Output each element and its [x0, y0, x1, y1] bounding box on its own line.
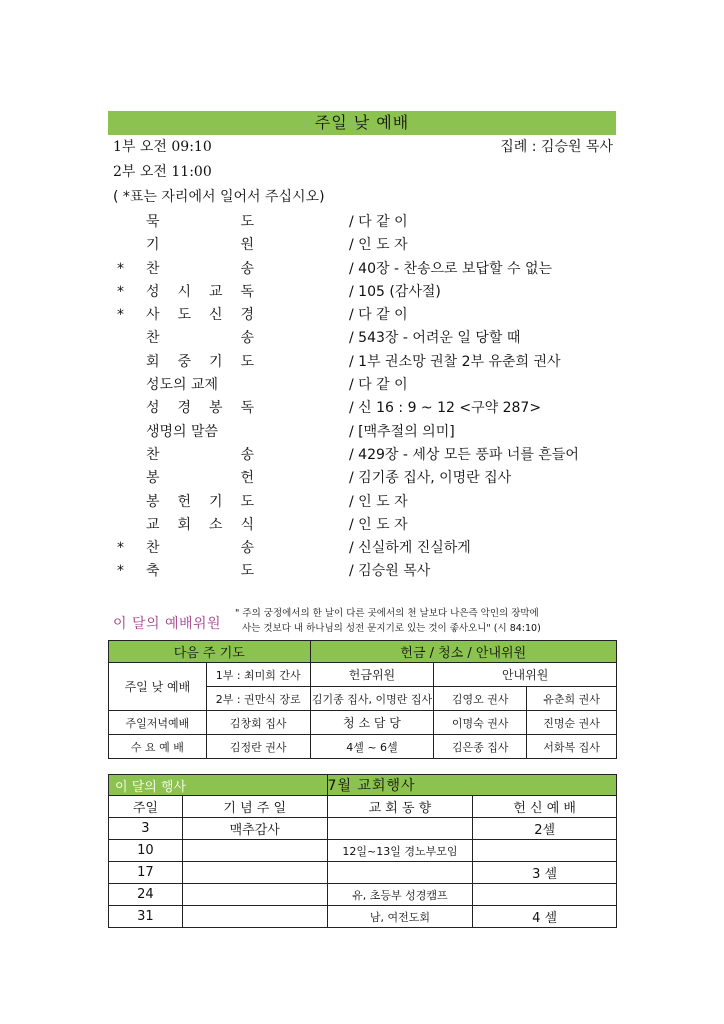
order-detail: / 543장 - 어려운 일 당할 때 [349, 330, 521, 347]
wednesday-service: 수 요 예 배 [109, 735, 207, 759]
order-item: 묵 도 [146, 214, 254, 230]
event-memorial [182, 840, 327, 862]
order-item: 회 중 기 도 [146, 353, 254, 370]
event-dedication: 2셀 [473, 818, 617, 840]
event-dedication: 4 셀 [473, 906, 617, 928]
wednesday-cleaning: 4셀 ~ 6셀 [310, 735, 434, 759]
table-row [109, 735, 617, 759]
order-item: 성 경 봉 독 [146, 400, 254, 417]
sunday-evening-service: 주일저녁예배 [109, 711, 207, 735]
order-detail: / 김기종 집사, 이명란 집사 [349, 470, 512, 487]
order-item: 찬 송 [146, 260, 254, 277]
stand-mark: * [117, 283, 124, 300]
event-news: 남, 여전도회 [327, 906, 473, 928]
prayer-1: 1부 : 최미희 간사 [206, 663, 310, 687]
order-item: 성도의 교제 [146, 377, 219, 394]
order-item: 축 도 [146, 563, 254, 580]
order-detail: / 김승원 목사 [349, 563, 431, 580]
order-item: 봉 헌 기 도 [146, 493, 254, 510]
order-row [113, 211, 623, 234]
order-item: 교 회 소 식 [146, 516, 254, 533]
wednesday-usher-1: 김은종 집사 [434, 735, 527, 759]
order-detail: / 429장 - 세상 모든 풍파 너를 흔들어 [349, 446, 579, 463]
event-memorial: 맥추감사 [182, 818, 327, 840]
event-dedication [473, 884, 617, 906]
order-row [113, 234, 623, 257]
month-committee-label: 이 달의 예배위원 [113, 616, 222, 632]
usher-head: 안내위원 [434, 663, 617, 687]
event-news: 유, 초등부 성경캠프 [327, 884, 473, 906]
order-row [113, 560, 623, 583]
event-date: 3 [109, 818, 183, 840]
service-time-1: 1부 오전 09:10 [113, 139, 212, 155]
committee-table [108, 640, 617, 759]
event-news: 12일~13일 경노부모임 [327, 840, 473, 862]
events-title: 7월 교회행사 [327, 775, 616, 796]
service-time-2: 2부 오전 11:00 [113, 164, 212, 180]
stand-mark: * [117, 307, 124, 324]
col-news: 교 회 동 향 [327, 796, 473, 818]
order-detail: / [맥추절의 의미] [349, 423, 455, 440]
offering-head: 헌금위원 [310, 663, 434, 687]
order-item: 찬 송 [146, 446, 254, 463]
officiant: 집례 : 김승원 목사 [500, 139, 613, 155]
event-memorial [182, 906, 327, 928]
table-row [109, 884, 617, 906]
event-dedication: 3 셀 [473, 862, 617, 884]
event-date: 17 [109, 862, 183, 884]
order-row [113, 421, 623, 444]
committee-header-row [109, 641, 617, 663]
order-detail: / 인 도 자 [349, 493, 408, 510]
order-item: 봉 헌 [146, 470, 254, 487]
stand-mark: * [117, 260, 124, 277]
order-row [113, 397, 623, 420]
prayer-2: 2부 : 권만식 장로 [206, 687, 310, 711]
evening-usher-1: 이명숙 권사 [434, 711, 527, 735]
col-dedication: 헌 신 예 배 [473, 796, 617, 818]
order-row [113, 351, 623, 374]
table-row [109, 862, 617, 884]
order-item: 찬 송 [146, 330, 254, 347]
order-row [113, 374, 623, 397]
order-detail: / 인 도 자 [349, 237, 408, 254]
order-detail: / 1부 권소망 권찰 2부 유춘희 권사 [349, 353, 561, 370]
scripture-quote [235, 606, 615, 636]
header-prayer: 다음 주 기도 [109, 641, 311, 663]
order-detail: / 105 (감사절) [349, 283, 441, 300]
order-row [113, 537, 623, 560]
order-of-worship [113, 211, 623, 584]
stand-mark: * [117, 540, 124, 557]
order-row [113, 467, 623, 490]
order-row [113, 327, 623, 350]
order-detail: / 신실하게 진실하게 [349, 540, 471, 557]
wednesday-prayer: 김정란 권사 [206, 735, 310, 759]
order-detail: / 다 같 이 [349, 377, 408, 394]
event-news [327, 818, 473, 840]
order-row [113, 444, 623, 467]
order-row [113, 304, 623, 327]
event-dedication [473, 840, 617, 862]
wednesday-usher-2: 서화복 집사 [527, 735, 617, 759]
events-header-row [109, 775, 617, 796]
quote-line-2: 사는 것보다 내 하나님의 성전 문지기로 있는 것이 좋사오니" (시 84:10) [242, 623, 541, 634]
table-row [109, 906, 617, 928]
event-memorial [182, 884, 327, 906]
table-row [109, 818, 617, 840]
order-detail: / 신 16 : 9 ~ 12 <구약 287> [349, 400, 542, 417]
order-detail: / 인 도 자 [349, 516, 408, 533]
event-date: 10 [109, 840, 183, 862]
evening-usher-2: 진명순 권사 [527, 711, 617, 735]
offering-names: 김기종 집사, 이명란 집사 [310, 687, 434, 711]
order-item: 생명의 말씀 [146, 423, 219, 440]
table-row [109, 711, 617, 735]
order-detail: / 다 같 이 [349, 214, 408, 230]
page-title: 주일 낮 예배 [108, 111, 616, 135]
order-row [113, 491, 623, 514]
order-row [113, 281, 623, 304]
table-row [109, 840, 617, 862]
col-sunday: 주일 [109, 796, 183, 818]
quote-line-1: " 주의 궁정에서의 한 날이 다른 곳에서의 천 날보다 나은즉 악인의 장막에 [235, 608, 539, 619]
order-detail: / 40장 - 찬송으로 보답할 수 없는 [349, 260, 553, 277]
usher-2: 유춘희 권사 [527, 687, 617, 711]
order-item: 사 도 신 경 [146, 307, 254, 324]
col-memorial: 기 념 주 일 [182, 796, 327, 818]
events-label: 이 달의 행사 [109, 775, 328, 796]
order-item: 찬 송 [146, 540, 254, 557]
events-table [108, 774, 617, 928]
event-news [327, 862, 473, 884]
evening-cleaning: 청 소 담 당 [310, 711, 434, 735]
order-item: 성 시 교 독 [146, 283, 254, 300]
header-offering: 헌금 / 청소 / 안내위원 [310, 641, 616, 663]
order-item: 기 원 [146, 237, 254, 254]
stand-note: ( *표는 자리에서 일어서 주십시오) [113, 189, 325, 205]
evening-prayer: 김창회 집사 [206, 711, 310, 735]
events-columns-row [109, 796, 617, 818]
event-memorial [182, 862, 327, 884]
sunday-day-service: 주일 낮 예배 [109, 663, 207, 711]
order-row [113, 514, 623, 537]
usher-1: 김영오 권사 [434, 687, 527, 711]
stand-mark: * [117, 563, 124, 580]
event-date: 31 [109, 906, 183, 928]
event-date: 24 [109, 884, 183, 906]
order-detail: / 다 같 이 [349, 307, 408, 324]
order-row [113, 258, 623, 281]
table-row [109, 663, 617, 687]
